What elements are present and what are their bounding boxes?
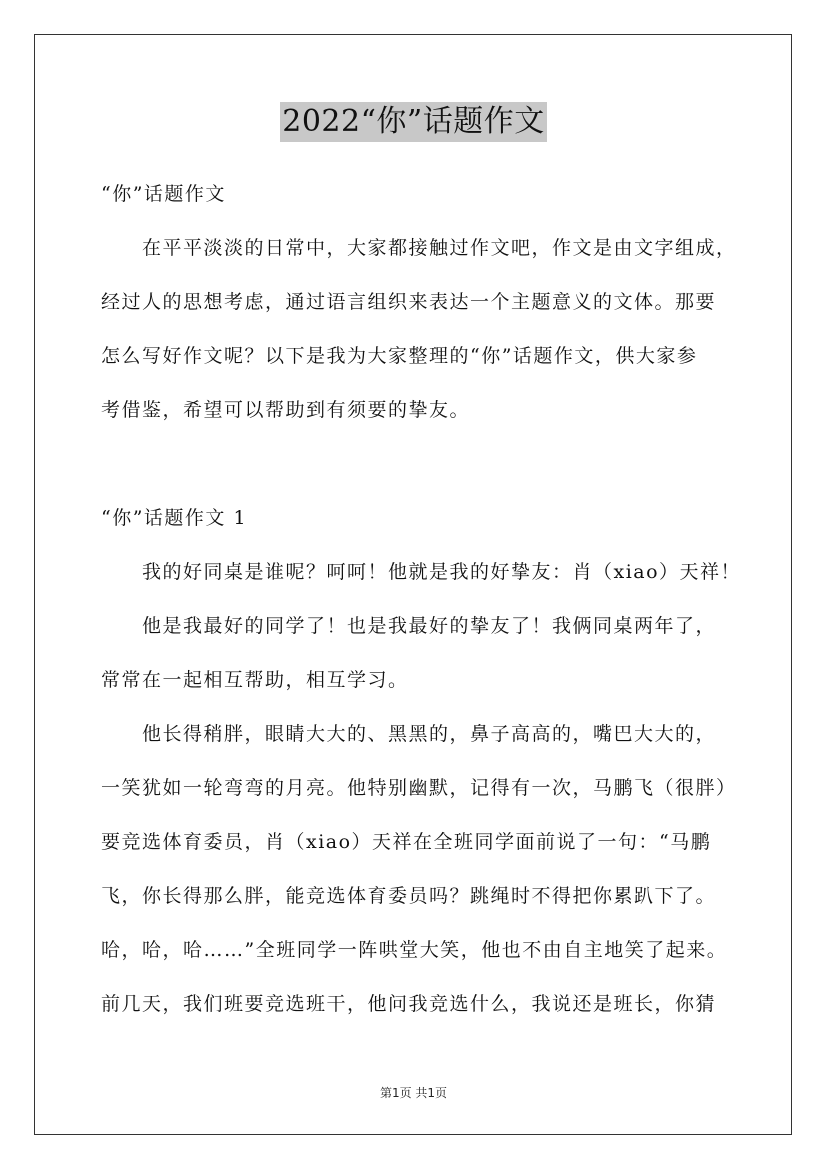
intro-line-2: 经过人的思想考虑，通过语言组织来表达一个主题意义的文体。那要 [101, 291, 717, 313]
title-container [0, 102, 827, 142]
paragraph-2-line-2: 常常在一起相互帮助，相互学习。 [101, 669, 409, 691]
paragraph-2-line-1: 他是我最好的同学了！也是我最好的挚友了！我俩同桌两年了， [142, 615, 717, 637]
paragraph-3-line-1: 他长得稍胖，眼睛大大的、黑黑的，鼻子高高的，嘴巴大大的， [142, 723, 717, 745]
paragraph-1: 我的好同桌是谁呢？呵呵！他就是我的好挚友：肖（xiao）天祥！ [142, 561, 742, 583]
paragraph-3-line-3: 要竞选体育委员，肖（xiao）天祥在全班同学面前说了一句：“马鹏 [101, 831, 712, 853]
paragraph-3-line-5: 哈，哈，哈……”全班同学一阵哄堂大笑，他也不由自主地笑了起来。 [101, 939, 728, 961]
page-footer: 第1页 共1页 [379, 1086, 448, 1100]
paragraph-3-line-4: 飞，你长得那么胖，能竞选体育委员吗？跳绳时不得把你累趴下了。 [101, 885, 717, 907]
paragraph-3-line-2: 一笑犹如一轮弯弯的月亮。他特别幽默，记得有一次，马鹏飞（很胖） [101, 777, 737, 799]
intro-line-4: 考借鉴，希望可以帮助到有须要的挚友。 [101, 399, 471, 421]
intro-line-3: 怎么写好作文呢？以下是我为大家整理的“你”话题作文，供大家参 [101, 345, 698, 367]
section-heading: “你”话题作文 1 [101, 507, 248, 529]
intro-line-1: 在平平淡淡的日常中，大家都接触过作文吧，作文是由文字组成， [142, 237, 737, 259]
document-title: 2022“你”话题作文 [280, 102, 547, 142]
intro-heading: “你”话题作文 [101, 183, 226, 205]
paragraph-3-line-6: 前几天，我们班要竞选班干，他问我竞选什么，我说还是班长，你猜 [101, 993, 717, 1015]
